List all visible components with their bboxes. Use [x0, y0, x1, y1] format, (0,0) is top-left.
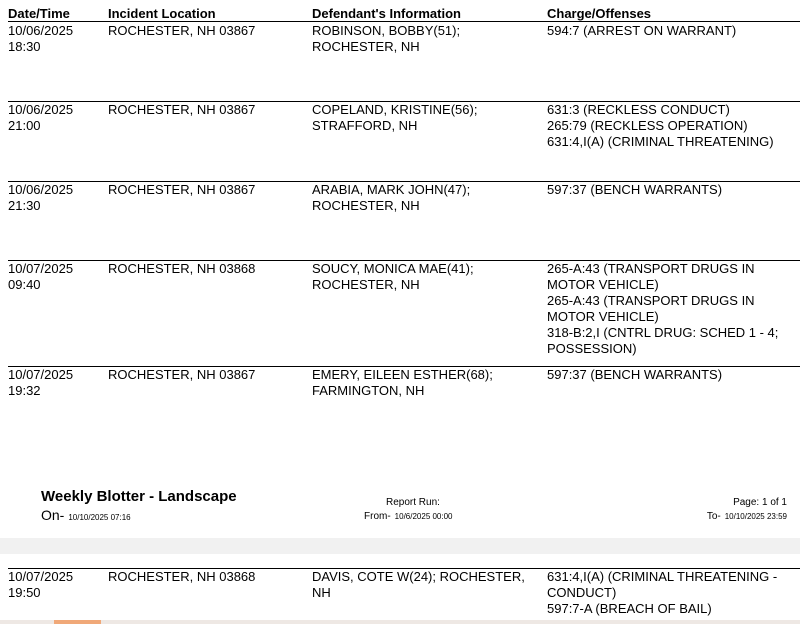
report-on: On- 10/10/2025 07:16 — [41, 507, 131, 523]
datetime-cell: 10/06/2025 18:30 — [8, 23, 74, 54]
header-datetime: Date/Time — [8, 6, 70, 21]
defendant-cell: ARABIA, MARK JOHN(47); ROCHESTER, NH — [312, 182, 471, 213]
bottom-bar — [0, 620, 800, 624]
location-cell: ROCHESTER, NH 03867 — [108, 182, 256, 197]
report-from: From- 10/6/2025 00:00 — [364, 511, 453, 522]
datetime-cell: 10/06/2025 21:00 — [8, 102, 74, 133]
defendant-cell: DAVIS, COTE W(24); ROCHESTER, NH — [312, 569, 525, 600]
charges-cell: 594:7 (ARREST ON WARRANT) — [547, 23, 737, 38]
report-to: To- 10/10/2025 23:59 — [706, 511, 787, 522]
location-cell: ROCHESTER, NH 03867 — [108, 367, 256, 382]
report-title: Weekly Blotter - Landscape — [41, 488, 237, 505]
datetime-cell: 10/06/2025 21:30 — [8, 182, 74, 213]
charges-cell: 597:37 (BENCH WARRANTS) — [547, 367, 723, 382]
header-location: Incident Location — [108, 6, 216, 21]
location-cell: ROCHESTER, NH 03867 — [108, 102, 256, 117]
charges-cell: 597:37 (BENCH WARRANTS) — [547, 182, 723, 197]
location-cell: ROCHESTER, NH 03868 — [108, 261, 256, 276]
report-run-label: Report Run: — [386, 497, 440, 508]
page-gap — [0, 538, 800, 554]
header-defendant: Defendant's Information — [312, 6, 461, 21]
datetime-cell: 10/07/2025 19:32 — [8, 367, 74, 398]
header-charges: Charge/Offenses — [547, 6, 652, 21]
datetime-cell: 10/07/2025 19:50 — [8, 569, 74, 600]
charges-cell: 265-A:43 (TRANSPORT DRUGS IN MOTOR VEHICLE) 265-A:43 (TRANSPORT DRUGS IN MOTOR VEHICLE) 318-B:2,I (CNTRL DRUG: SCHED 1 - 4; POSSESSION) — [547, 261, 779, 356]
page-number: Page: 1 of 1 — [733, 497, 787, 508]
datetime-cell: 10/07/2025 09:40 — [8, 261, 74, 292]
defendant-cell: COPELAND, KRISTINE(56); STRAFFORD, NH — [312, 102, 478, 133]
defendant-cell: SOUCY, MONICA MAE(41); ROCHESTER, NH — [312, 261, 474, 292]
location-cell: ROCHESTER, NH 03868 — [108, 569, 256, 584]
bottom-bar-accent — [54, 620, 101, 624]
defendant-cell: ROBINSON, BOBBY(51); ROCHESTER, NH — [312, 23, 461, 54]
location-cell: ROCHESTER, NH 03867 — [108, 23, 256, 38]
defendant-cell: EMERY, EILEEN ESTHER(68); FARMINGTON, NH — [312, 367, 493, 398]
row-divider — [8, 21, 800, 22]
charges-cell: 631:3 (RECKLESS CONDUCT) 265:79 (RECKLESS OPERATION) 631:4,I(A) (CRIMINAL THREATENING) — [547, 102, 774, 149]
charges-cell: 631:4,I(A) (CRIMINAL THREATENING - CONDUCT) 597:7-A (BREACH OF BAIL) — [547, 569, 778, 616]
blotter-page-2 — [0, 554, 800, 624]
